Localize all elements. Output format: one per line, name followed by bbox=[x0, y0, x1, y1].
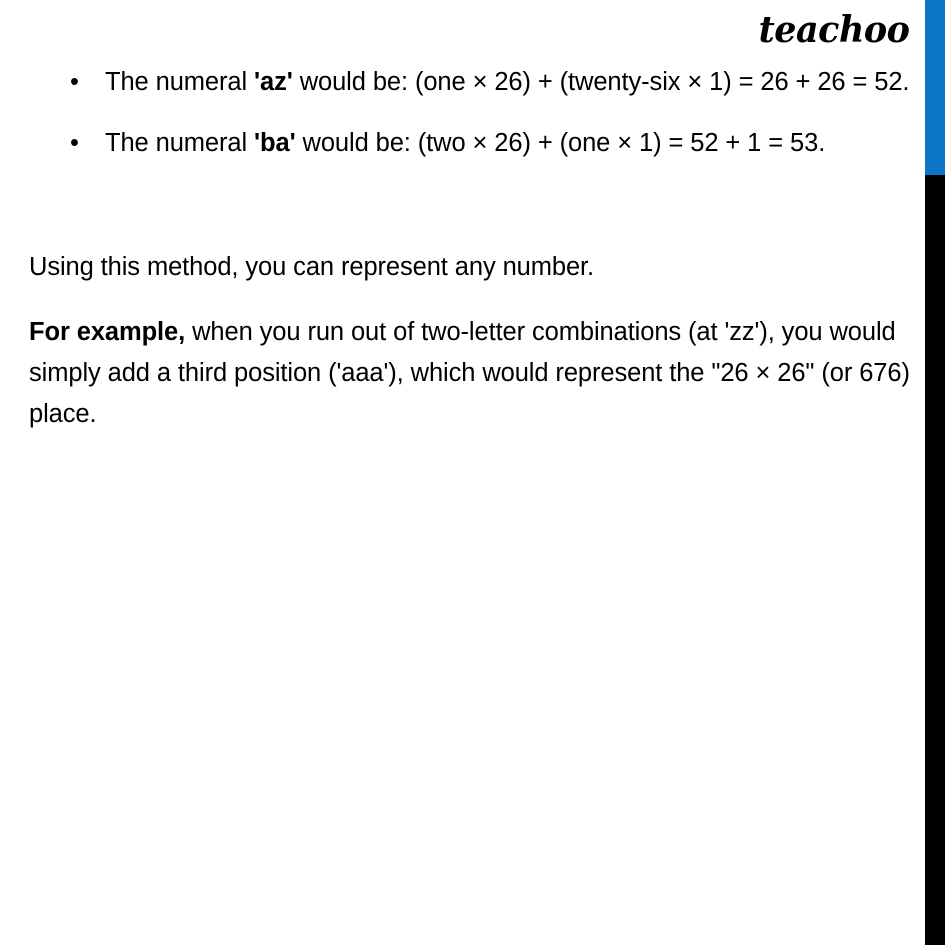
paragraph-using-this-method bbox=[29, 247, 917, 288]
bullet-text-suffix: would be: (one × 26) + (twenty-six × 1) = 26 + 26 = 52. bbox=[292, 68, 910, 96]
teachoo-logo: teachoo bbox=[758, 9, 909, 51]
bullet-text-bold: 'ba' bbox=[254, 129, 296, 158]
bullet-text-bold: 'az' bbox=[254, 68, 293, 96]
bullet-text-prefix: The numeral bbox=[105, 129, 255, 158]
list-item bbox=[29, 62, 917, 103]
section-spacer bbox=[29, 185, 917, 247]
bullet-text-prefix: The numeral bbox=[105, 68, 255, 96]
numeral-examples-list bbox=[29, 62, 917, 165]
paragraph-for-example bbox=[29, 312, 917, 436]
list-item bbox=[29, 123, 917, 164]
paragraph-text: Using this method, you can represent any number. bbox=[29, 252, 595, 281]
right-edge-blue-bar bbox=[925, 0, 945, 175]
right-edge-black-bar bbox=[925, 175, 945, 945]
bullet-marker-icon: • bbox=[70, 129, 79, 158]
paragraph-text: when you run out of two-letter combinations (at 'zz'), you would simply add a third position ('aaa'), which would represent the "26 × 26" (or 676) place. bbox=[29, 317, 910, 429]
bullet-marker-icon: • bbox=[70, 68, 79, 96]
paragraph-lead-in-bold: For example, bbox=[29, 317, 186, 346]
bullet-text-suffix: would be: (two × 26) + (one × 1) = 52 + 1 = 53. bbox=[295, 129, 826, 158]
